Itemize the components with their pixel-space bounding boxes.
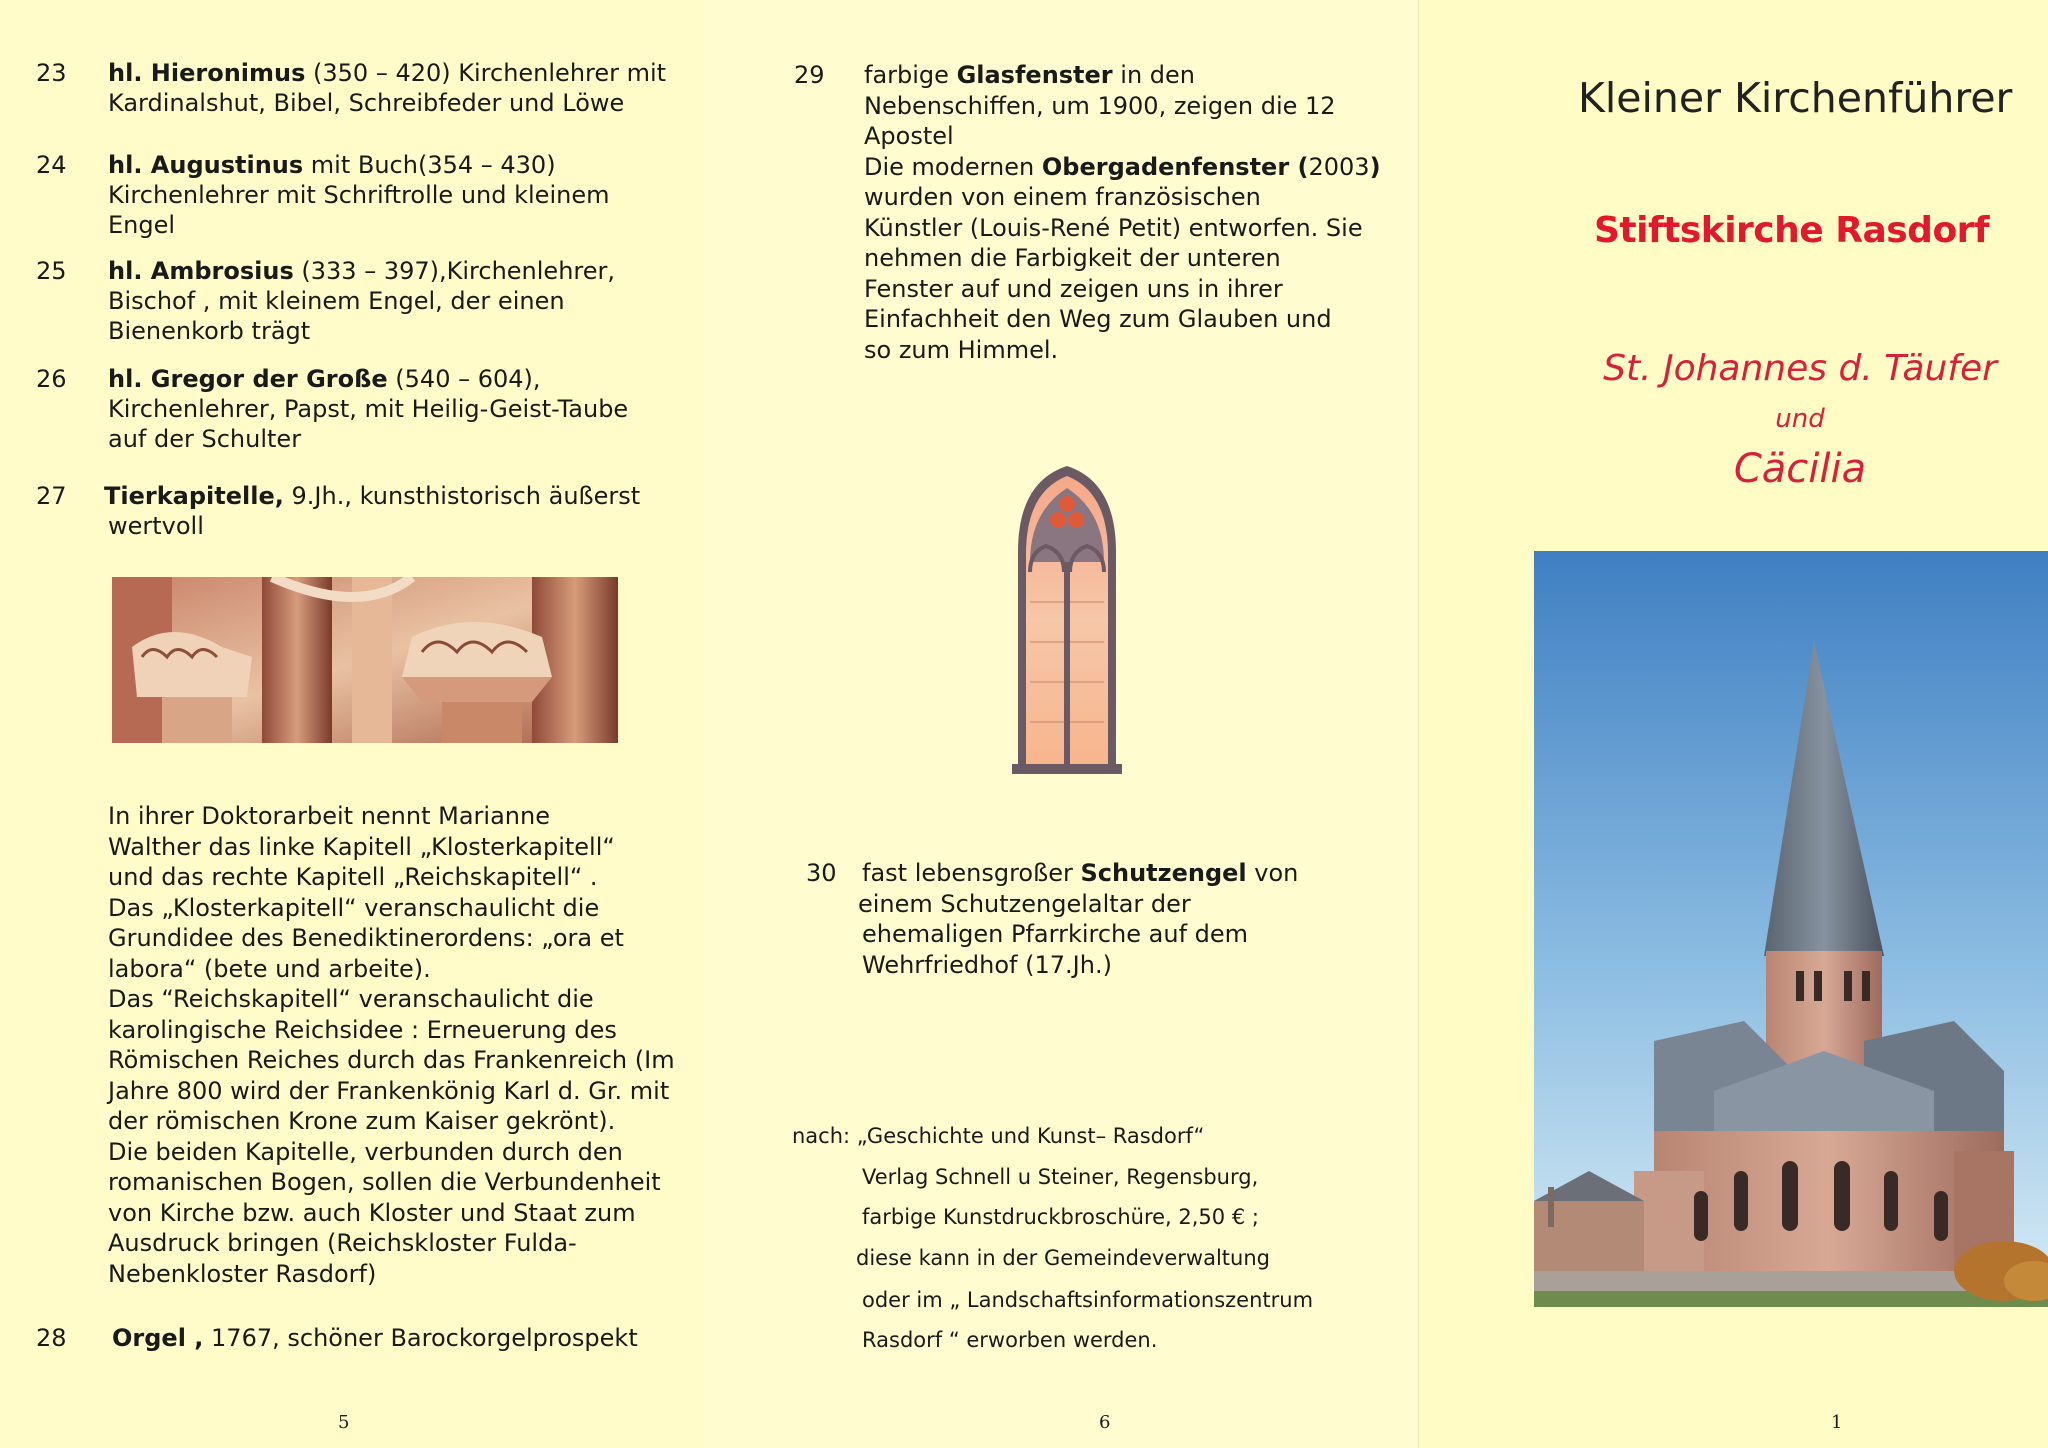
item-number: 28 <box>36 1324 67 1352</box>
item-text <box>858 858 1299 980</box>
item-text <box>108 58 666 118</box>
list-item-29 <box>794 60 1404 370</box>
item-text <box>864 60 1381 365</box>
item-detail: Kirchenlehrer, Papst, mit Heilig-Geist-Taube auf der Schulter <box>108 395 629 453</box>
item-detail-post: von <box>1246 859 1299 887</box>
item-text <box>108 364 628 454</box>
item-detail-pre: farbige <box>864 61 957 89</box>
item-name: Orgel , <box>112 1324 204 1352</box>
item-detail-first: (333 – 397),Kirchenlehrer, <box>293 257 615 285</box>
patron-saint-2: Cäcilia <box>1733 446 1867 492</box>
item-name: hl. Hieronimus <box>108 59 306 87</box>
capitals-photo <box>112 577 618 743</box>
item-text <box>108 256 615 346</box>
modern-window-year: 2003 <box>1308 152 1370 181</box>
page-number-5: 5 <box>338 1412 350 1433</box>
item-detail-first: mit Buch(354 – 430) <box>303 151 556 179</box>
item-detail-post: in den <box>1112 61 1196 89</box>
list-item-28 <box>36 1323 676 1355</box>
patron-saint-1: St. Johannes d. Täufer <box>1603 348 1997 389</box>
item-name: hl. Gregor der Große <box>108 365 388 393</box>
item-detail: Kirchenlehrer mit Schriftrolle und kleinem Engel <box>108 181 610 239</box>
item-detail-first: (350 – 420) Kirchenlehrer mit <box>305 59 667 87</box>
list-item-30 <box>806 858 1406 988</box>
item-detail: wertvoll <box>108 512 204 540</box>
capitals-description: In ihrer Doktorarbeit nennt Marianne Walther das linke Kapitell „Klosterkapitell“ und das rechte Kapitell „Reichskapitell“ . Das „Klosterkapitell“ veranschaulicht die Grundidee des Benediktinerordens: „ora et labora“ (bete und arbeite). Das “Reichskapitell“ veranschaulicht die karolingische Reichsidee : Erneuerung des Römischen Reiches durch das Frankenreich (Im Jahre 800 wird der Frankenkönig Karl d. Gr. mit der römischen Krone zum Kaiser gekrönt). Die beiden Kapitelle, verbunden durch den romanischen Bogen, sollen die Verbundenheit von Kirche bzw. auch Kloster und Staat zum Ausdruck bringen (Reichskloster Fulda- Nebenkloster Rasdorf) <box>108 802 675 1288</box>
modern-window-pre: Die modernen <box>864 152 1042 181</box>
item-detail: Nebenschiffen, um 1900, zeigen die 12 Apostel <box>864 91 1336 150</box>
source-label: nach: „Geschichte und Kunst– Rasdorf“ <box>792 1124 1205 1148</box>
item-detail-first: 9.Jh., kunsthistorisch äußerst <box>283 482 641 510</box>
item-detail: Kardinalshut, Bibel, Schreibfeder und Löwe <box>108 89 625 117</box>
item-number: 24 <box>36 151 67 179</box>
source-location: oder im „ Landschaftsinformationszentrum Rasdorf “ erworben werden. <box>862 1288 1314 1352</box>
item-detail-first: (540 – 604), <box>387 365 541 393</box>
stained-glass-window-picture <box>1012 462 1122 774</box>
modern-window-close: ) <box>1369 152 1381 181</box>
item-number: 29 <box>794 61 825 89</box>
source-availability: diese kann in der Gemeindeverwaltung <box>856 1246 1270 1270</box>
modern-window-detail: wurden von einem französischen Künstler (Louis-René Petit) entworfen. Sie nehmen die Farbigkeit der unteren Fenster auf und zeigen uns in ihrer Einfachheit den Weg zum Glauben und so zum Himmel. <box>864 183 1363 364</box>
item-text <box>108 150 609 240</box>
patron-conjunction: und <box>1775 404 1825 434</box>
item-name: Tierkapitelle, <box>104 482 284 510</box>
item-name: hl. Ambrosius <box>108 257 294 285</box>
item-detail: Bischof , mit kleinem Engel, der einen Bienenkorb trägt <box>108 287 565 345</box>
item-detail-pre: fast lebensgroßer <box>862 859 1081 887</box>
item-number: 26 <box>36 365 67 393</box>
item-text <box>104 481 640 541</box>
item-text <box>112 1323 638 1353</box>
item-name: Schutzengel <box>1080 859 1247 887</box>
source-publisher: Verlag Schnell u Steiner, Regensburg, farbige Kunstdruckbroschüre, 2,50 € ; <box>862 1165 1259 1229</box>
item-name: Glasfenster <box>956 61 1113 89</box>
list-item-24 <box>36 150 676 240</box>
list-item-25 <box>36 256 676 346</box>
page-number-1: 1 <box>1831 1412 1843 1433</box>
item-name: hl. Augustinus <box>108 151 304 179</box>
church-photo <box>1534 551 2048 1307</box>
modern-window-name: Obergadenfenster ( <box>1041 152 1309 181</box>
item-number: 23 <box>36 59 67 87</box>
item-number: 30 <box>806 859 837 887</box>
item-number: 27 <box>36 482 67 510</box>
item-detail: einem Schutzengelaltar der ehemaligen Pfarrkirche auf dem Wehrfriedhof (17.Jh.) <box>858 889 1249 979</box>
list-item-26 <box>36 364 676 454</box>
item-detail-first: 1767, schöner Barockorgelprospekt <box>203 1324 638 1352</box>
item-number: 25 <box>36 257 67 285</box>
list-item-27 <box>36 481 676 541</box>
list-item-23 <box>36 58 676 122</box>
church-name: Stiftskirche Rasdorf <box>1594 210 1990 251</box>
page-number-6: 6 <box>1099 1412 1111 1433</box>
booklet-title: Kleiner Kirchenführer <box>1578 74 2013 122</box>
